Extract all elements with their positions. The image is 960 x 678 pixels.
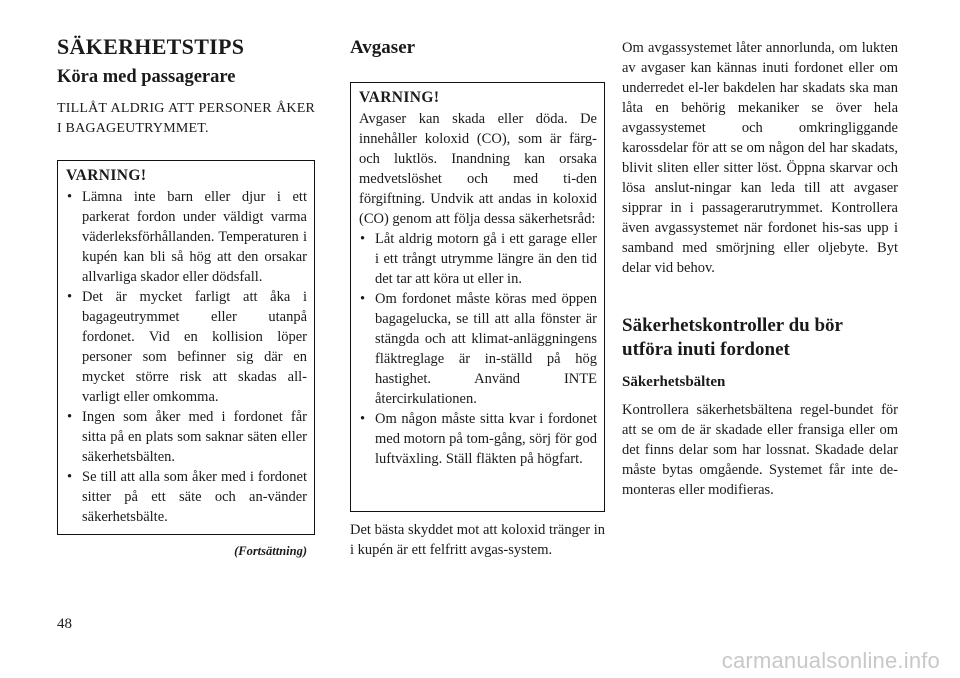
warning-box-passengers <box>57 160 315 535</box>
warning-bullet: • Se till att alla som åker med i fordonet sitter på ett säte och an-vänder säkerhetsbälte. <box>67 469 307 525</box>
warning-text: Avgaser kan skada eller döda. De innehåller koloxid (CO), som är färg- och luktlös. Inandning kan orsaka medvetslöshet och med ti-den förgiftning. Undvik att andas in koloxid (CO) genom att följa dessa säkerhetsråd: <box>359 111 597 227</box>
warning-title: VARNING! <box>359 89 440 106</box>
continued-label: (Fortsättning) <box>234 544 307 558</box>
section-title: SÄKERHETSTIPS <box>57 34 245 59</box>
warning-box-exhaust <box>350 82 605 512</box>
warning-bullet: • Ingen som åker med i fordonet får sitta på en plats som saknar säten eller säkerhetsbälten. <box>67 409 307 465</box>
exhaust-check-paragraph: Om avgassystemet låter annorlunda, om lukten av avgaser kan kännas inuti fordonet eller om underredet el-ler bakdelen har skadats ska man låta en behörig mekaniker se över hela avgassystemet och omkringliggande karossdelar för att se om någon del har skadats, blivit sliten eller sitter löst. Öppna skarvar och lösa anslut-ningar kan leda till att avgaser sipprar in i passagerarutrymmet. Kontrollera även avgassystemet när fordonet his-sas upp i samband med smörjning eller oljebyte. Byt delar vid behov. <box>622 40 898 276</box>
warning-bullet: • Låt aldrig motorn gå i ett garage eller i ett trångt utrymme längre än den tid det tar att köra ut eller in. <box>360 231 597 287</box>
intro-text: TILLÅT ALDRIG ATT PERSONER ÅKER I BAGAGEUTRYMMET. <box>57 101 315 136</box>
exhaust-paragraph: Det bästa skyddet mot att koloxid tränger in i kupén är ett felfritt avgas-system. <box>350 522 605 558</box>
section-title-exhaust: Avgaser <box>350 37 416 58</box>
page-number: 48 <box>57 616 72 632</box>
seatbelts-paragraph: Kontrollera säkerhetsbältena regel-bundet för att se om de är skadade eller fransiga eller om det finns delar som har lossnat. Skadade delar måste bytas omgående. Systemet får inte de-monteras eller modifieras. <box>622 402 898 498</box>
warning-bullet: • Om fordonet måste köras med öppen bagagelucka, se till att alla fönster är stängda och att klimat-anläggningens fläktreglage är in-ställd på hög hastighet. Använd INTE återcirkulationen. <box>360 291 597 407</box>
warning-bullet: • Lämna inte barn eller djur i ett parkerat fordon under väldigt varma väderleksförhållanden. Temperaturen i kupén kan bli så hög att den orsakar allvarliga skador eller dödsfall. <box>67 189 307 285</box>
watermark: carmanualsonline.info <box>721 648 940 673</box>
warning-bullet: • Om någon måste sitta kvar i fordonet med motorn på tom-gång, sörj för god luftväxling. Ställ fläkten på högfart. <box>360 411 597 467</box>
section-heading-inside-checks: Säkerhetskontroller du bör utföra inuti fordonet <box>622 315 843 360</box>
warning-bullet: • Det är mycket farligt att åka i bagageutrymmet eller utanpå fordonet. Vid en kollision löper personer som befinner sig där en mycket större risk att skadas all-varligt eller omkomma. <box>67 289 307 405</box>
warning-title: VARNING! <box>66 167 147 184</box>
subheading-seatbelts: Säkerhetsbälten <box>622 374 726 390</box>
section-subtitle: Köra med passagerare <box>57 67 236 87</box>
